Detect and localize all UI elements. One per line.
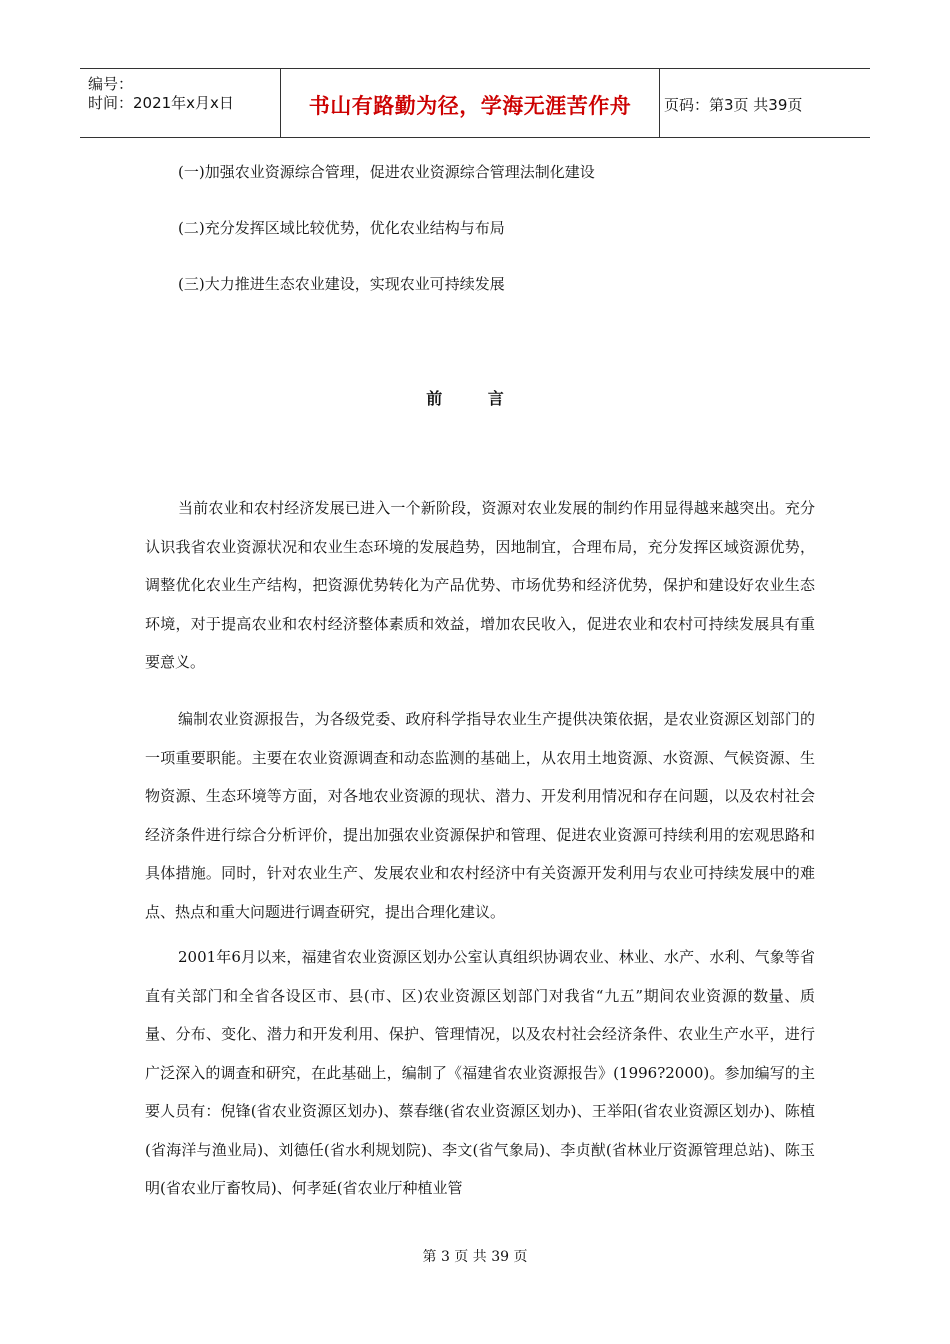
- section-title: 前 言: [426, 389, 524, 408]
- toc-item: (三)大力推进生态农业建设，实现农业可持续发展: [178, 275, 505, 293]
- body-paragraph: 2001年6月以来，福建省农业资源区划办公室认真组织协调农业、林业、水产、水利、气象等省直有关部门和全省各设区市、县(市、区)农业资源区划部门对我省“九五”期间农业资源的数量、质量、分布、变化、潜力和开发利用、保护、管理情况，以及农村社会经济条件、农业生产水平，进行广泛深入的调查和研究，在此基础上，编制了《福建省农业资源报告》(1996?2000)。参加编写的主要人员有：倪锋(省农业资源区划办)、蔡春继(省农业资源区划办)、王举阳(省农业资源区划办)、陈植(省海洋与渔业局)、刘德任(省水利规划院)、李文(省气象局)、李贞猷(省林业厅资源管理总站)、陈玉明(省农业厅畜牧局)、何孝延(省农业厅种植业管: [145, 948, 815, 1197]
- header-motto-cell: [281, 69, 660, 137]
- toc-item: (一)加强农业资源综合管理，促进农业资源综合管理法制化建设: [178, 163, 595, 181]
- document-time-label: 时间：2021年x月x日: [88, 94, 234, 112]
- header-page-info: 页码：第3页 共39页: [664, 95, 803, 114]
- page-footer: 第 3 页 共 39 页: [422, 1249, 528, 1265]
- toc-item: (二)充分发挥区域比较优势，优化农业结构与布局: [178, 219, 505, 237]
- body-paragraph: 当前农业和农村经济发展已进入一个新阶段，资源对农业发展的制约作用显得越来越突出。充分认识我省农业资源状况和农业生态环境的发展趋势，因地制宜，合理布局，充分发挥区域资源优势，调整优化农业生产结构，把资源优势转化为产品优势、市场优势和经济优势，保护和建设好农业生态环境，对于提高农业和农村经济整体素质和效益，增加农民收入，促进农业和农村可持续发展具有重要意义。: [145, 499, 815, 671]
- header-page-cell: [660, 69, 870, 137]
- document-number-label: 编号：: [88, 75, 134, 93]
- page-header: [80, 68, 870, 138]
- body-paragraph: 编制农业资源报告，为各级党委、政府科学指导农业生产提供决策依据，是农业资源区划部门的一项重要职能。主要在农业资源调查和动态监测的基础上，从农用土地资源、水资源、气候资源、生物资源、生态环境等方面，对各地农业资源的现状、潜力、开发利用情况和存在问题，以及农村社会经济条件进行综合分析评价，提出加强农业资源保护和管理、促进农业资源可持续利用的宏观思路和具体措施。同时，针对农业生产、发展农业和农村经济中有关资源开发利用与农业可持续发展中的难点、热点和重大问题进行调查研究，提出合理化建议。: [145, 710, 815, 921]
- header-motto: 书山有路勤为径，学海无涯苦作舟: [308, 94, 632, 118]
- header-meta: [80, 69, 281, 137]
